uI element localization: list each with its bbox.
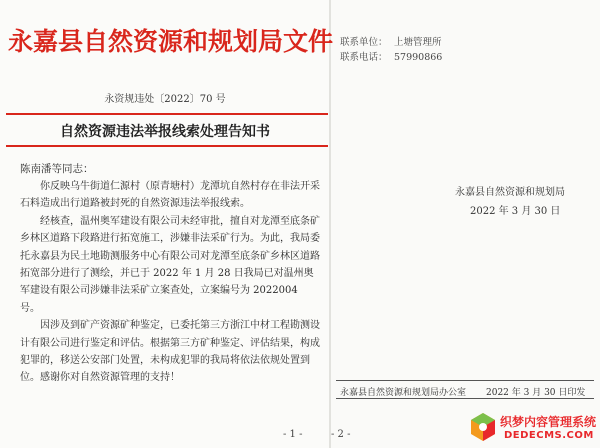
contact-unit bbox=[340, 34, 442, 48]
notice-body bbox=[20, 178, 320, 387]
watermark-domain: DEDECMS.COM bbox=[504, 430, 594, 441]
notice-title: 自然资源违法举报线索处理告知书 bbox=[60, 124, 270, 140]
dedecms-logo-icon bbox=[468, 411, 498, 443]
salutation: 陈南潘等同志： bbox=[20, 163, 94, 175]
footer-organization: 永嘉县自然资源和规划局办公室 bbox=[340, 388, 467, 398]
watermark-title: 织梦内容管理系统 bbox=[500, 415, 597, 429]
document-header-title: 永嘉县自然资源和规划局文件 bbox=[8, 27, 334, 56]
red-divider-bottom bbox=[6, 145, 328, 147]
contact-unit-label: 联系单位： bbox=[340, 37, 388, 48]
footer-rule-bottom bbox=[336, 398, 594, 399]
body-paragraph-1: 你反映乌牛街道仁源村（原青塘村）龙潭坑自然村存在非法开采石料造成出行道路被封死的自然资源违法举报线索。 bbox=[20, 181, 320, 210]
watermark-logo bbox=[468, 411, 596, 445]
signature-date: 2022 年 3 月 30 日 bbox=[470, 206, 561, 217]
contact-phone-value: 57990866 bbox=[394, 52, 443, 63]
red-divider-top bbox=[6, 113, 328, 115]
body-paragraph-2: 经核查，温州奥军建设有限公司未经审批，擅自对龙潭至底条矿乡林区道路下段路进行拓宽施工，涉嫌非法采矿行为。为此，我局委托永嘉县为民土地勘测服务中心有限公司对龙潭至底条矿乡林区道路拓宽部分进行了测绘，并已于 2022 年 1 月 28 日我局已对温州奥军建设有限公司涉嫌非法采矿立案查处，立案编号为 2022004 号。 bbox=[20, 215, 320, 314]
document-number: 永资规违处〔2022〕70 号 bbox=[104, 94, 226, 105]
contact-phone-label: 联系电话： bbox=[340, 52, 388, 63]
page-fold bbox=[329, 0, 331, 448]
page-number-left: - 1 - bbox=[283, 429, 303, 440]
contact-phone bbox=[340, 49, 442, 63]
body-paragraph-3: 因涉及到矿产资源矿种鉴定，已委托第三方浙江中材工程勘测设计有限公司进行鉴定和评估。根据第三方矿种鉴定、评估结果，构成犯罪的，移送公安部门处置，未构成犯罪的我局将依法依规处置到位。感谢你对自然资源管理的支持！ bbox=[20, 320, 320, 384]
signature-organization: 永嘉县自然资源和规划局 bbox=[455, 187, 565, 198]
contact-unit-value: 上塘管理所 bbox=[394, 37, 442, 48]
footer-rule-top bbox=[336, 380, 594, 381]
footer-print-date: 2022 年 3 月 30 日印发 bbox=[486, 388, 586, 398]
page-number-right: - 2 - bbox=[331, 429, 351, 440]
